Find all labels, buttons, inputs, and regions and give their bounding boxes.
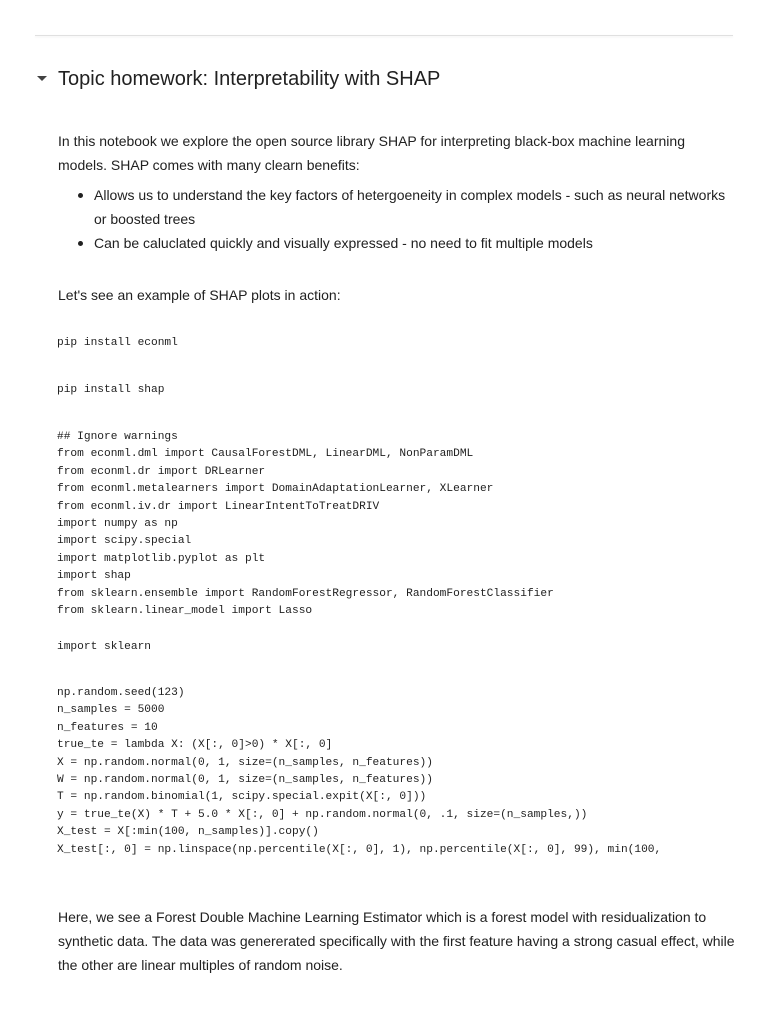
code-line: n_samples = 5000 xyxy=(57,704,165,717)
code-line: from econml.iv.dr import LinearIntentToTreatDRIV xyxy=(57,500,380,513)
code-cell[interactable] xyxy=(57,639,734,656)
code-line: import numpy as np xyxy=(57,517,178,530)
code-line: T = np.random.binomial(1, scipy.special.expit(X[:, 0])) xyxy=(57,791,427,804)
code-line: import scipy.special xyxy=(57,535,192,548)
code-line: from sklearn.ensemble import RandomForestRegressor, RandomForestClassifier xyxy=(57,587,554,600)
code-line: true_te = lambda X: (X[:, 0]>0) * X[:, 0] xyxy=(57,739,333,752)
code-line: from econml.dr import DRLearner xyxy=(57,465,266,478)
list-item xyxy=(58,231,738,255)
list-item-text: Allows us to understand the key factors of hetergoeneity in complex models - such as neural networks or boosted trees xyxy=(94,187,726,227)
code-line: X_test[:, 0] = np.linspace(np.percentile(X[:, 0], 1), np.percentile(X[:, 0], 99), min(100, xyxy=(57,843,662,856)
section-title: Topic homework: Interpretability with SHAP xyxy=(58,67,441,90)
intro-paragraph: In this notebook we explore the open source library SHAP for interpreting black-box machine learning models. SHAP comes with many clearn benefits: xyxy=(58,133,685,173)
code-line: np.random.seed(123) xyxy=(57,687,185,699)
code-line: pip install econml xyxy=(57,337,178,349)
code-line: from econml.metalearners import DomainAdaptationLearner, XLearner xyxy=(57,483,494,496)
code-line: import shap xyxy=(57,570,131,583)
code-line: W = np.random.normal(0, 1, size=(n_samples, n_features)) xyxy=(57,773,433,786)
code-line: y = true_te(X) * T + 5.0 * X[:, 0] + np.random.normal(0, .1, size=(n_samples,)) xyxy=(57,808,588,821)
code-cell[interactable] xyxy=(57,429,734,620)
code-cell[interactable] xyxy=(57,685,734,859)
outro-paragraph: Here, we see a Forest Double Machine Learning Estimator which is a forest model with residualization to synthetic data. The data was genererated specifically with the first feature having a strong casual effect, while the other are linear multiples of random noise. xyxy=(58,909,735,973)
caret-down-glyph xyxy=(37,76,47,82)
caret-down-icon[interactable] xyxy=(33,70,51,88)
code-line: X = np.random.normal(0, 1, size=(n_samples, n_features)) xyxy=(57,756,433,769)
code-line: import sklearn xyxy=(57,641,151,653)
bullet-dot xyxy=(78,241,83,246)
code-line: X_test = X[:min(100, n_samples)].copy() xyxy=(57,826,319,839)
code-line: from sklearn.linear_model import Lasso xyxy=(57,604,313,617)
benefit-list xyxy=(58,183,738,255)
bullet-dot xyxy=(78,193,83,198)
code-cell[interactable] xyxy=(57,335,734,352)
top-divider xyxy=(35,35,733,36)
code-cell[interactable] xyxy=(57,382,734,399)
code-line: n_features = 10 xyxy=(57,721,158,734)
code-line: import matplotlib.pyplot as plt xyxy=(57,552,266,565)
code-line: ## Ignore warnings xyxy=(57,431,178,443)
lead-paragraph: Let's see an example of SHAP plots in action: xyxy=(58,287,341,303)
code-line: pip install shap xyxy=(57,384,165,396)
code-line: from econml.dml import CausalForestDML, LinearDML, NonParamDML xyxy=(57,448,474,461)
list-item-text: Can be caluclated quickly and visually expressed - no need to fit multiple models xyxy=(94,235,593,251)
list-item xyxy=(58,183,738,231)
section-header xyxy=(33,64,440,94)
